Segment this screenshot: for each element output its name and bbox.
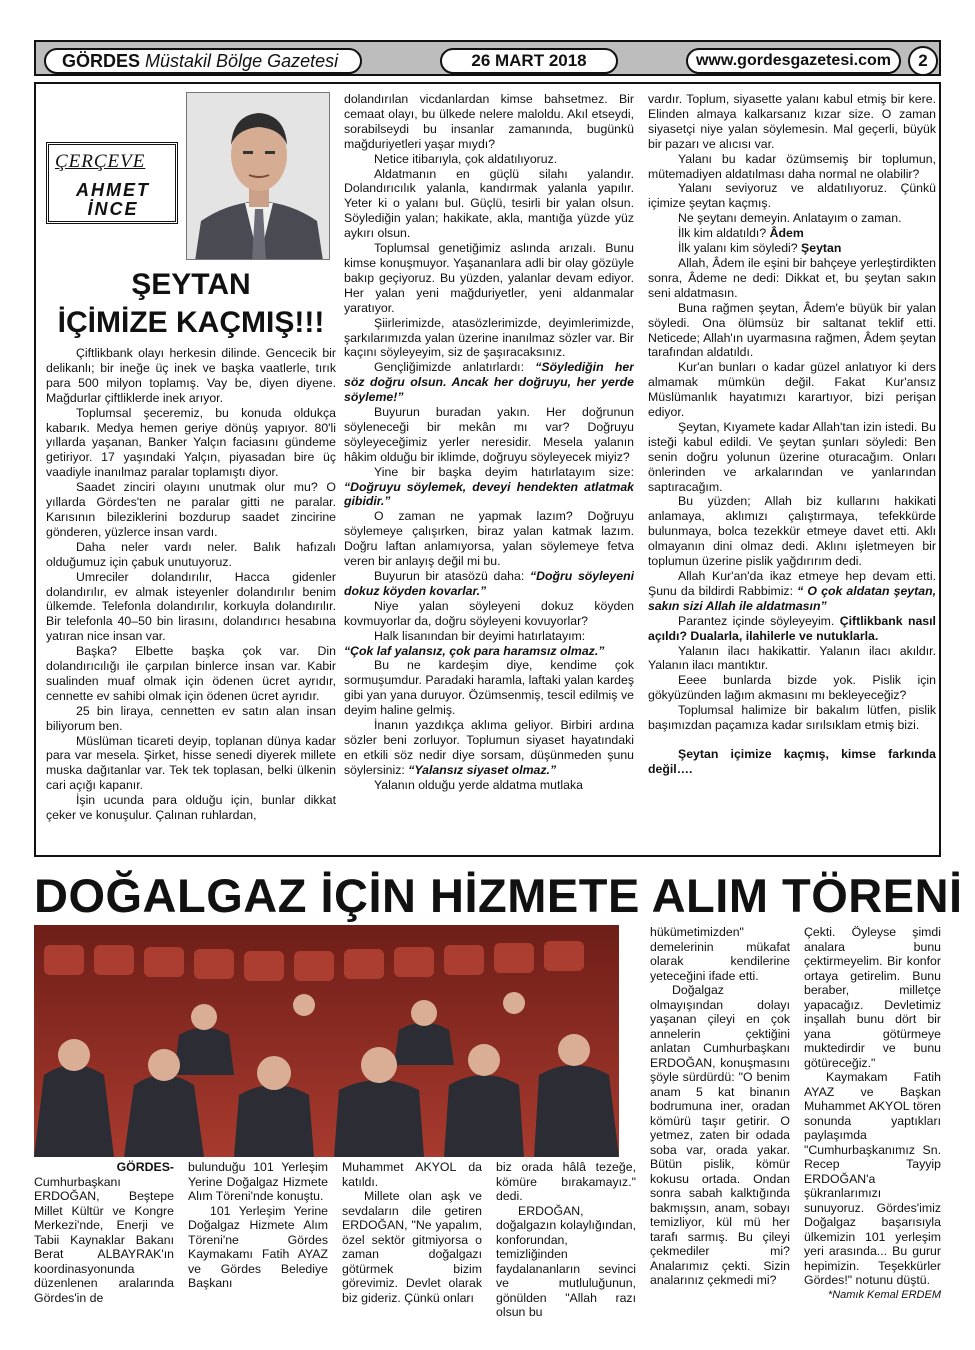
- paragraph: [344, 465, 634, 510]
- paragraph: İşin ucunda para olduğu için, bunlar dikkat çeker ve konuşulur. Çalınan ruhlardan,: [46, 793, 336, 823]
- paren-lead: Parantez içinde söyleyeyim.: [678, 613, 840, 628]
- page-number: 2: [908, 46, 938, 76]
- paragraph: bulunduğu 101 Yerleşim Yerine Doğalgaz Hizmete Alım Töreni'nde konuştu.: [188, 1160, 328, 1203]
- quote-lead: Yine bir başka deyim hatırlatayım size:: [374, 464, 634, 479]
- paragraph: dolandırılan vicdanlardan kimse bahsetmez. Bir cemaat olayı, bu ülkede nelere maloldu. Akıl etseydi, sorabilseydi bu insanlar zamanında, bugünkü mağduriyetleri yaşar mıydı?: [344, 92, 634, 151]
- answer: Âdem: [769, 226, 804, 241]
- news-column-1: [34, 1160, 174, 1340]
- paragraph: Başka? Elbette başka çok var. Din dolandırıcılığı ile çarpılan binlerce insan var. Kabir sualinden muaf olmak için ödenen ücret ayrıdır, cennette ev sahibi olmak için ödenen ücret ayrıdır.: [46, 644, 336, 703]
- paragraph: hükümetimizden" demelerinin mükafat olarak kendilerine yeteceğini ifade etti.: [650, 925, 790, 983]
- paragraph: Daha neler vardı neler. Balık hafızalı olduğumuz için çabuk unutuyoruz.: [46, 539, 336, 569]
- paragraph: Kaymakam Fatih AYAZ ve Başkan Muhammet AKYOL tören sonunda yaptıkları paylaşımda "Cumhurbaşkanımız Sn. Recep Tayyip ERDOĞAN'a şükranlarımızı sunuyoruz. Gördes'imiz Doğalgaz başarısıyla ülkemizin 101 yerleşim yeri arasında... Bu gurur hepimizin. Teşekkürler Gördes!" notunu düştü.: [804, 1070, 941, 1287]
- author-signature: *Namık Kemal ERDEM: [827, 1288, 941, 1301]
- masthead: [34, 40, 941, 76]
- column-logo: [46, 142, 178, 224]
- dateline: GÖRDES-: [116, 1160, 174, 1174]
- paragraph: Şiirlerimizde, atasözlerimizde, deyimlerimizde, şarkılarımızda yalan üzerine inanılmaz sözler var. Bir kaçını söyleyeyim, siz de şaşıracaksınız.: [344, 315, 634, 360]
- paragraph: Allah, Âdem ile eşini bir bahçeye yerleştirdikten sonra, Âdeme ne dedi: Dikkat et, bu şeytan sakın seni aldatmasın.: [648, 255, 936, 300]
- paragraph: Yalanın ilacı hakikattir. Yalanın ilacı akıldır. Yalanın ilacı mantıktır.: [648, 643, 936, 673]
- column-logo-title: ÇERÇEVE: [55, 151, 146, 172]
- news-headline: DOĞALGAZ İÇİN HİZMETE ALIM TÖRENİ: [34, 869, 963, 922]
- paragraph: Umreciler dolandırılır, Hacca gidenler dolandırılır, ev almak isteyenler dolandırılır benim ülkemde. Telefonla dolandırılır, korkuyla dolandırılır. Bir telefonla 40–50 bin lirasını, dolandırıcı hesabına yatıran nice insan var.: [46, 569, 336, 644]
- paragraph: [648, 569, 936, 614]
- paper-title: [44, 48, 362, 74]
- author-first-name: AHMET: [76, 180, 150, 200]
- paper-subtitle: Müstakil Bölge Gazetesi: [145, 51, 339, 71]
- quote: “Doğruyu söylemek, deveyi hendekten atlatmak gibidir.”: [344, 479, 634, 509]
- paragraph: Bu ne kardeşim diye, kendime çok sormuşumdur. Paradaki haramla, laftaki yalan kardeş gibi yan yana duruyor. Özümsenmiş, tescil edilmiş ve deyim haline gelmiş.: [344, 658, 634, 718]
- paragraph: Doğalgaz olmayışından dolayı yaşanan çileyi en çok annelerin çektiğini anlatan Cumhurbaşkanı ERDOĞAN, konuşmasını şöyle sürdürdü: "O benim anam 5 kat binanın bodrumuna iner, oradan kömürü taşır getirir. O yetmez, zaten bir odada soba var, orada yakar. Bütün pislik, kömür kokusu ortada. Ondan sonra sabah kalktığında bakmışsın, anam, sobayı temizliyor, kül mü her tarafı sarmış. Bu çileyi çekmediler mi? Analarımız çekti. Sizin analarınız çekmedi mi?: [650, 983, 790, 1287]
- paragraph: Toplumsal halimize bir bakalım lütfen, pislik başımızdan paçamıza kadar sırılsıklam etmiş bizi.: [648, 703, 936, 733]
- paragraph: [648, 614, 936, 644]
- column-text-3: [648, 92, 936, 856]
- paragraph: Niye yalan söyleyeni dokuz köyden kovmuyorlar da, doğru söyleyeni kovuyorlar?: [344, 598, 634, 628]
- paragraph: Toplumsal genetiğimiz aslında arızalı. Bunu kimse konuşmuyor. Yaşananlara adli bir olay gözüyle bakıp geçiyoruz. Bu yüzden, yalanlar devam ediyor. Her yalan yeni mağduriyetler, yeni aldanmalar yaratıyor.: [344, 241, 634, 315]
- quote-lead: Allah Kur'an'da ikaz etmeye hep devam etti. Şunu da bildirdi Rabbimiz:: [648, 569, 936, 598]
- paragraph: [344, 569, 634, 599]
- quote: “ O çok aldatan şeytan, sakın sizi Allah ile aldatmasın”: [648, 583, 936, 613]
- paragraph: Eeee bunlarda bizde yok. Pislik için gökyüzünden lağım akmasını mı bekleyeceğiz?: [648, 673, 936, 703]
- paragraph: Buyurun buradan yakın. Her doğrunun söyleneceği bir mekân mı var? Doğruyu söyleyeceğimiz yerler neresidir. Mesela yalanın hâkim olduğu bir iklimde, doğruyu söyleyecek miyiz?: [344, 405, 634, 464]
- quote: “Söylediğin her söz doğru olsun. Ancak her doğruyu, her yerde söyleme!”: [344, 360, 634, 405]
- answer: Şeytan: [801, 241, 842, 256]
- quote-lead: İnanın yazdıkça aklıma geliyor. Birbiri ardına sözler beni zorluyor. Toplumun siyaset hayatındaki en etkili söz nedir diye sorsam, düşünmeden şunu söylersiniz:: [344, 718, 634, 777]
- question: İlk kim aldatıldı?: [678, 226, 770, 241]
- news-column-2: [188, 1160, 328, 1340]
- quote-lead: Buyurun bir atasözü daha:: [374, 569, 530, 583]
- author-last-name: İNCE: [87, 199, 139, 219]
- paragraph: [344, 718, 634, 778]
- paragraph: Şeytan, Kıyamete kadar Allah'tan izin istedi. Bu isteği kabul edildi. Ve şeytan şunları söyledi: Ben senin doğru yolunun üzerine oturacağım. Onları önlerinden ve arkalarından ve yanlarından saptıracağım.: [648, 419, 936, 494]
- paper-name: GÖRDES: [62, 51, 141, 71]
- news-column-3: [342, 1160, 482, 1340]
- paragraph: O zaman ne yapmak lazım? Doğruyu söylemeye çalışırken, biraz yalan katmak lazım. Doğru laftan anlamıyorsa, yalan söylemeye fetva veren bir anlayış değil mi bu.: [344, 509, 634, 569]
- paragraph: Buna rağmen şeytan, Âdem'e büyük bir yalan söyledi. Ona ölümsüz bir saltanat teklif etti. Neticede; Allah'ın uyarmasına rağmen, Âdem şeytan tarafından aldatıldı.: [648, 300, 936, 360]
- paragraph: Müslüman ticareti deyip, toplanan dünya kadar para var mesela. Şirket, hisse senedi diyerek millete muska dağıtanlar var. Tek tek toplasan, belki ülkenin cari açığı kapanır.: [46, 733, 336, 793]
- bold-text: Çiftlikbank nasıl açıldı? Dualarla, ilahilerle ve nutuklarla.: [648, 613, 936, 643]
- website-link[interactable]: www.gordesgazetesi.com: [686, 48, 901, 74]
- paragraph: Halk lisanından bir deyimi hatırlatayım:: [374, 628, 586, 643]
- quote-lead: Gençliğimizde anlatırlardı:: [374, 360, 536, 375]
- paragraph: Toplumsal şeceremiz, bu konuda oldukça kabarık. Medya hemen geriye dönüş yapıyor. 80'li yıllarda yaşanan, Banker Yalçın faciasını gündeme getiriyor. 17 yaşındaki Yalçın, piyasadan bire üç vaadiyle inanılmaz paralar toplamıştı diyor.: [46, 405, 336, 480]
- column-headline: [46, 266, 336, 342]
- column-text-2: [344, 92, 634, 856]
- paragraph: vardır. Toplum, siyasette yalanı kabul etmiş bir kere. Elinden almaya kalkarsanız kızar size. O zaman siyasetçi niye yalan söylemesin. Mal geçerli, büyük bir pazarı ve alıcısı var.: [648, 92, 936, 151]
- quote: “Çok laf yalansız, çok para haramsız olmaz.”: [344, 643, 605, 658]
- paragraph: Ne şeytanı demeyin. Anlatayım o zaman.: [678, 211, 902, 226]
- paragraph: [648, 226, 936, 241]
- column-text-1: [46, 346, 336, 853]
- paragraph: Yalanı bu kadar özümsemiş bir toplumun, mütemadiyen aldatılması daha normal ne olabilir?: [648, 151, 936, 181]
- paragraph: [648, 241, 936, 256]
- author-photo: [186, 92, 330, 260]
- paragraph: Yalanı seviyoruz ve aldatılıyoruz. Çünkü içimize şeytan kaçmış.: [648, 181, 936, 211]
- column-article: [34, 82, 941, 857]
- paragraph: Cumhurbaşkanı ERDOĞAN, Beştepe Millet Kültür ve Kongre Merkezi'nde, Enerji ve Tabii Kaynaklar Bakanı Berat ALBAYRAK'ın koordinasyonunda düzenlenen aralarında Gördes'in de: [34, 1174, 174, 1305]
- news-column-5: [650, 925, 790, 1340]
- quote-paragraph: [344, 644, 634, 659]
- paragraph: Muhammet AKYOL da katıldı.: [342, 1160, 482, 1189]
- quote: “Doğru söyleyeni dokuz köyden kovarlar.”: [344, 569, 634, 598]
- paragraph: Kur'an bunları o kadar güzel anlatıyor ki ders almamak mümkün değil. Fakat Kur'ansız Müslümanlık hayatımızı karartıyor, bizi perişan ediyor.: [648, 360, 936, 420]
- paragraph: Bu yüzden; Allah biz kullarını hakikati anlamaya, aklımızı çalıştırmaya, tefekkürde bulunmaya, bolca tezekkür etmeye davet etti. Aklı olmayanın dini olmaz dedi. Aklını işletmeyen bir toplumun üzerine pislik yağdırırım dedi.: [648, 494, 936, 569]
- quote: “Yalansız siyaset olmaz.”: [408, 762, 557, 777]
- ceremony-photo: [34, 925, 619, 1157]
- column-author: [57, 181, 169, 219]
- headline-line-2: İÇİMİZE KAÇMIŞ!!!: [57, 306, 325, 339]
- news-column-6: [804, 925, 941, 1340]
- closing-line: [648, 747, 936, 777]
- paragraph: biz orada hâlâ tezeğe, kömüre bırakamayız." dedi.: [496, 1160, 636, 1203]
- paragraph: Netice itibarıyla, çok aldatılıyoruz.: [374, 151, 558, 166]
- closing-text: Şeytan içimize kaçmış, kimse farkında değil….: [648, 746, 936, 776]
- paragraph: Saadet zinciri olayını unutmak olur mu? O yıllarda Gördes'ten ne paralar gitti ne paralar. Karısının bileziklerini bozdurup saadet zincirine gönderen, yüzlerce insan vardı.: [46, 480, 336, 539]
- paragraph: Millete olan aşk ve sevdaların dile getiren ERDOĞAN, "Ne yapalım, özel sektör gitmiyorsa o zaman doğalgazı götürmek bizim görevimiz. Devlet olarak biz gideriz. Çünkü onları: [342, 1189, 482, 1305]
- paragraph: Yalanın olduğu yerde aldatma mutlaka: [374, 777, 583, 792]
- paragraph: [344, 360, 634, 405]
- issue-date: 26 MART 2018: [440, 48, 618, 74]
- paragraph: Çiftlikbank olayı herkesin dilinde. Gencecik bir delikanlı; bir ineğe üç inek ve başka vaatlerle, tırık para 500 milyon toplamış. Vay be, diyen diyene. Mağdurlar çiftliklerde inek arıyor.: [46, 346, 336, 405]
- paragraph: 101 Yerleşim Yerine Doğalgaz Hizmete Alım Töreni'ne Gördes Kaymakamı Fatih AYAZ ve Gördes Belediye Başkanı: [188, 1203, 328, 1290]
- question: İlk yalanı kim söyledi?: [678, 241, 802, 256]
- news-column-4: [496, 1160, 636, 1340]
- headline-line-1: ŞEYTAN: [131, 268, 251, 301]
- paragraph: Çekti. Öyleyse şimdi analara bunu çektirmeyelim. Bir konfor ortaya getirelim. Bunu beraber, milletçe yapacağız. Devletimiz inşallah bunu dört bir yana götürmeye muktedirdir ve bunu götüreceğiz.": [804, 925, 941, 1070]
- paragraph: Aldatmanın en güçlü silahı yalandır. Dolandırıcılık yalanla, kandırmak yalanla yapılır. Yeter ki o yalanı bul. Güçlü, tesirli bir yalan olsun. Söylediğin yalan; hakikate, akla, mantığa yüzde yüz aykırı olsun.: [344, 166, 634, 241]
- paragraph: 25 bin liraya, cennetten ev satın alan insan biliyorum ben.: [46, 703, 336, 733]
- paragraph: ERDOĞAN, doğalgazın kolaylığından, konforundan, temizliğinden faydalananların sevinci ve mutluluğunun, gönülden "Allah razı olsun bu: [496, 1203, 636, 1319]
